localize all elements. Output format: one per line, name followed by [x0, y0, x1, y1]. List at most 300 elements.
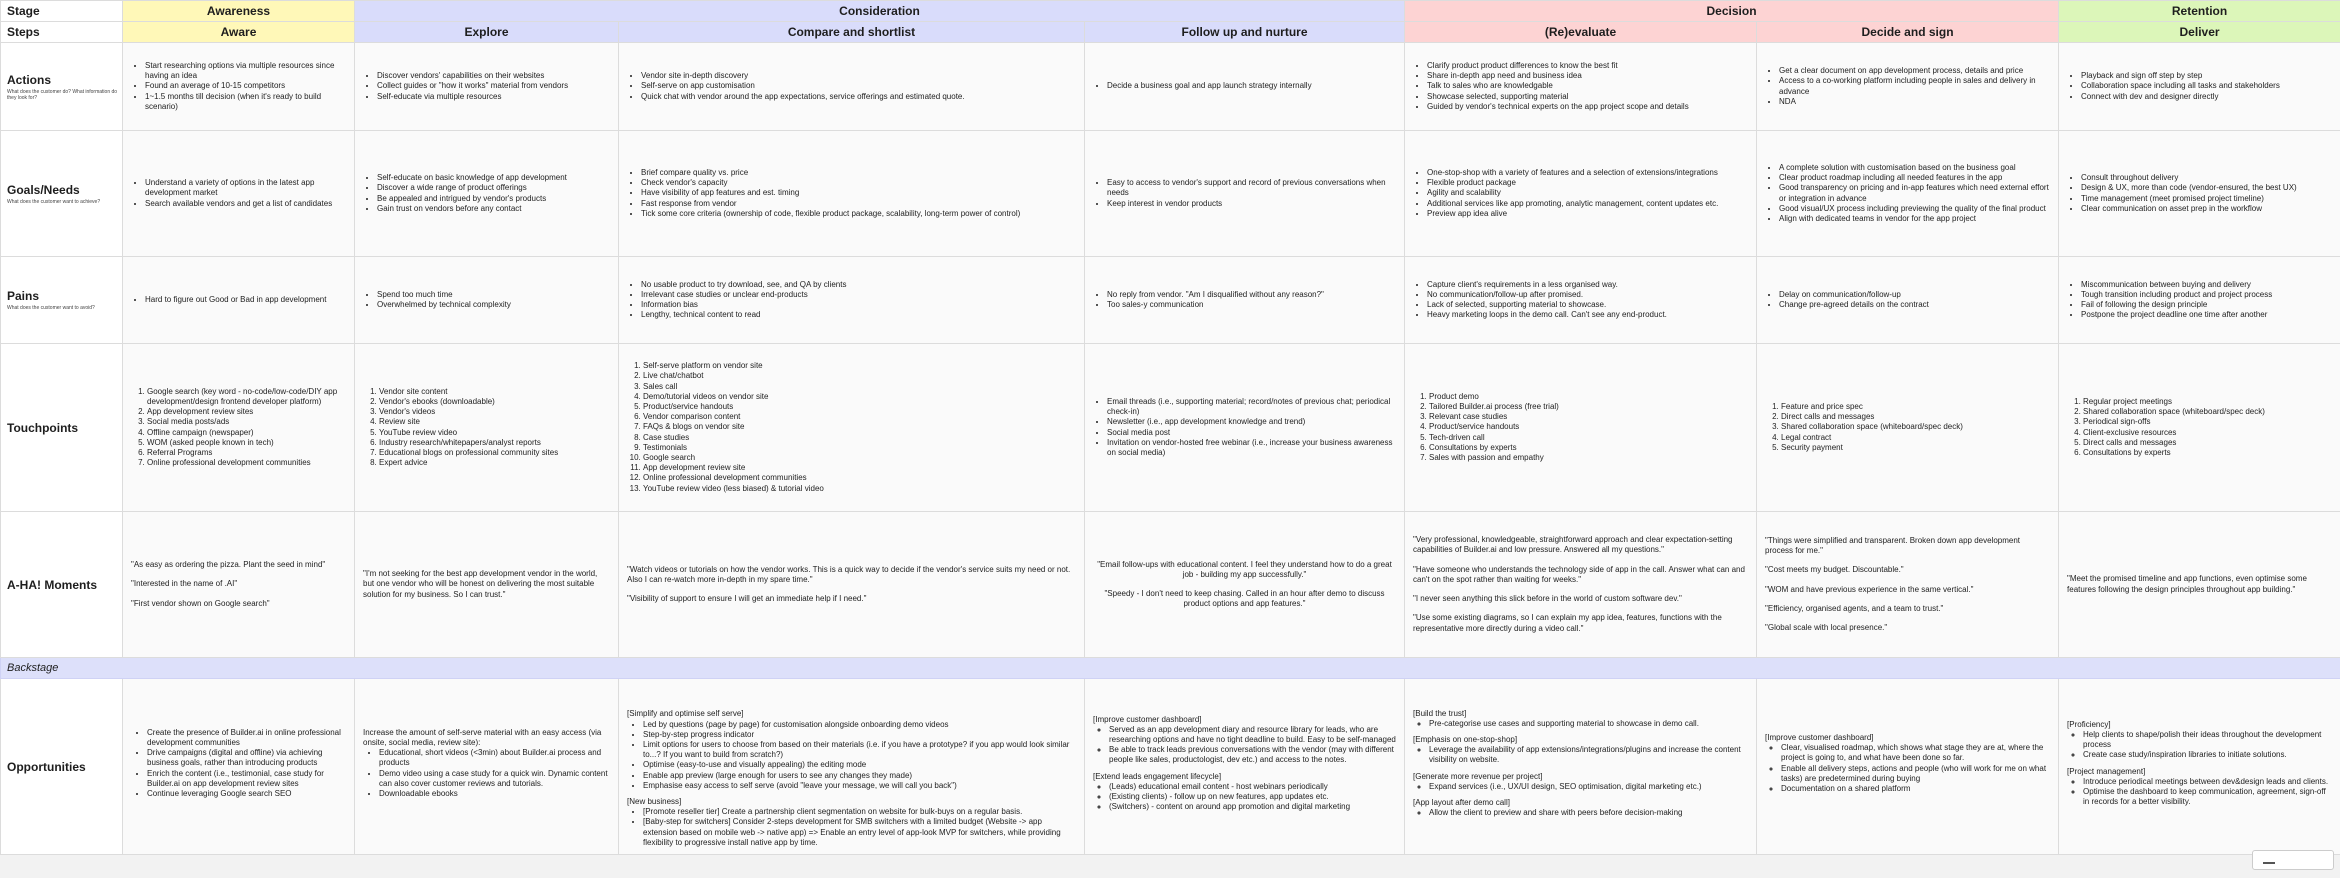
list-item: • Downloadable ebooks	[379, 789, 610, 799]
opp-heading: [Proficiency]	[2067, 719, 2111, 729]
list-item: • Invitation on vendor-hosted free webinar (i.e., increase your business awareness on social media)	[1107, 438, 1396, 458]
list-item: • Continue leveraging Google search SEO	[147, 789, 346, 799]
list-item: • Collaboration space including all tasks and stakeholders	[2081, 81, 2332, 91]
steps-label: Steps	[1, 22, 123, 43]
bullet-list	[627, 280, 1076, 321]
step-aware: Aware	[123, 22, 355, 43]
list-item: • Playback and sign off step by step	[2081, 71, 2332, 81]
list-item: 2. Live chat/chatbot	[643, 371, 1076, 381]
goals-cell	[1085, 131, 1405, 257]
bullet-list	[2067, 397, 2332, 458]
list-item: • Irrelevant case studies or unclear end-products	[641, 290, 1076, 300]
list-item: • Capture client's requirements in a less organised way.	[1427, 280, 1748, 290]
list-item: • Educational, short videos (<3min) about Builder.ai process and products	[379, 748, 610, 768]
list-item: • Tick some core criteria (ownership of code, flexible product package, scalability, long-term power of control)	[641, 209, 1076, 219]
opp-aware-list	[131, 728, 346, 799]
quote: "First vendor shown on Google search"	[131, 598, 270, 608]
list-item: 6. Industry research/whitepapers/analyst reports	[379, 438, 610, 448]
list-item: • Start researching options via multiple resources since having an idea	[145, 61, 346, 81]
bullet-list	[1413, 61, 1748, 112]
stage-label: Stage	[1, 1, 123, 22]
list-item: 3. Shared collaboration space (whiteboard/spec deck)	[1781, 422, 2050, 432]
quote: "Global scale with local presence."	[1765, 622, 1888, 632]
list-item: • Align with dedicated teams in vendor for the app project	[1779, 214, 2050, 224]
opp-deliver-list-1	[2067, 730, 2332, 761]
opp-decide-list-1	[1765, 743, 2050, 794]
list-item: • Search available vendors and get a list of candidates	[145, 199, 346, 209]
actions-subtitle: What does the customer do? What information do they look for?	[7, 88, 118, 101]
list-item: • One-stop-shop with a variety of features and a selection of extensions/integrations	[1427, 168, 1748, 178]
list-item: • Flexible product package	[1427, 178, 1748, 188]
list-item: 8. Expert advice	[379, 458, 610, 468]
opportunities-row-label	[1, 679, 123, 855]
list-item: • Understand a variety of options in the latest app development market	[145, 178, 346, 198]
list-item: • Clear communication on asset prep in the workflow	[2081, 204, 2332, 214]
goals-cell	[123, 131, 355, 257]
quote: "Very professional, knowledgeable, straightforward approach and clear expectation-setting capabilities of Builder.ai and low pressure. Answered all my questions."	[1413, 535, 1733, 555]
actions-cell	[355, 43, 619, 131]
list-item: • Get a clear document on app development process, details and price	[1779, 66, 2050, 76]
bullet-list	[363, 387, 610, 469]
list-item: 1. Regular project meetings	[2083, 397, 2332, 407]
list-item: • Share in-depth app need and business idea	[1427, 71, 1748, 81]
list-item: • Step-by-step progress indicator	[643, 730, 1076, 740]
stage-decision: Decision	[1405, 1, 2059, 22]
opp-reeval-list-1	[1413, 719, 1748, 729]
list-item: • Enable app preview (large enough for users to see any changes they made)	[643, 771, 1076, 781]
goals-title: Goals/Needs	[7, 182, 80, 197]
list-item: 5. Product/service handouts	[643, 402, 1076, 412]
list-item: • Fail of following the design principle	[2081, 300, 2332, 310]
quote: "Speedy - I don't need to keep chasing. Called in an hour after demo to discuss product options and app features."	[1104, 589, 1385, 609]
list-item: ◦ Introduce periodical meetings between dev&design leads and clients.	[2083, 777, 2332, 787]
aha-cell	[2059, 512, 2340, 658]
aha-cell	[355, 512, 619, 658]
bullet-list	[363, 173, 610, 214]
list-item: 2. Direct calls and messages	[1781, 412, 2050, 422]
list-item: • Guided by vendor's technical experts on the app project scope and details	[1427, 102, 1748, 112]
list-item: ◦ (Existing clients) - follow up on new features, app updates etc.	[1109, 792, 1396, 802]
opportunities-cell-explore	[355, 679, 619, 855]
pains-cell	[355, 257, 619, 344]
bullet-list	[2067, 280, 2332, 321]
list-item: • Talk to sales who are knowledgable	[1427, 81, 1748, 91]
list-item: 3. Relevant case studies	[1429, 412, 1748, 422]
step-deliver: Deliver	[2059, 22, 2340, 43]
goals-subtitle: What does the customer want to achieve?	[7, 198, 101, 205]
list-item: • Brief compare quality vs. price	[641, 168, 1076, 178]
actions-cell	[619, 43, 1085, 131]
opp-reeval-list-3	[1413, 782, 1748, 792]
opp-explore-list	[363, 748, 610, 799]
list-item: • Limit options for users to choose from based on their materials (i.e. if you have a prototype? if you app would look similar to...? If you want to build from scratch?)	[643, 740, 1076, 760]
quote: "Visibility of support to ensure I will get an immediate help if I need."	[627, 594, 867, 604]
list-item: • Self-serve on app customisation	[641, 81, 1076, 91]
opp-heading: [Project management]	[2067, 766, 2146, 776]
opp-heading: [Emphasis on one-stop-shop]	[1413, 734, 1518, 744]
touchpoints-cell	[2059, 344, 2340, 512]
list-item: • Gain trust on vendors before any contact	[377, 204, 610, 214]
actions-cell	[1757, 43, 2059, 131]
quote: "Meet the promised timeline and app functions, even optimise some features following the design principles throughout app building."	[2067, 574, 2307, 594]
aha-row	[1, 512, 2340, 658]
bullet-list	[363, 71, 610, 102]
touchpoints-title: Touchpoints	[7, 420, 79, 435]
opportunities-row	[1, 679, 2340, 855]
bullet-list	[1093, 178, 1396, 209]
bullet-list	[2067, 173, 2332, 214]
bullet-list	[627, 71, 1076, 102]
pains-cell	[2059, 257, 2340, 344]
list-item: ◦ (Switchers) - content on around app promotion and digital marketing	[1109, 802, 1396, 812]
opp-heading: [New business]	[627, 796, 682, 806]
goals-cell	[619, 131, 1085, 257]
goals-cell	[355, 131, 619, 257]
opp-heading: [Improve customer dashboard]	[1765, 732, 1874, 742]
pains-cell	[619, 257, 1085, 344]
touchpoints-cell	[355, 344, 619, 512]
opportunities-cell-follow	[1085, 679, 1405, 855]
list-item: 4. Client-exclusive resources	[2083, 428, 2332, 438]
list-item: • Emphasise easy access to self serve (avoid "leave your message, we will call you back")	[643, 781, 1076, 791]
goals-cell	[1757, 131, 2059, 257]
list-item: 2. Shared collaboration space (whiteboard/spec deck)	[2083, 407, 2332, 417]
list-item: • No usable product to try download, see, and QA by clients	[641, 280, 1076, 290]
list-item: 4. Demo/tutorial videos on vendor site	[643, 392, 1076, 402]
list-item: • Self-educate via multiple resources	[377, 92, 610, 102]
quote: "Email follow-ups with educational content. I feel they understand how to do a great job - building my app successfully."	[1097, 559, 1392, 579]
quote: "Use some existing diagrams, so I can explain my app idea, features, functions with the representative more directly during a video call."	[1413, 613, 1722, 633]
opp-follow-list-2	[1093, 782, 1396, 813]
actions-cell	[123, 43, 355, 131]
bullet-list	[363, 290, 610, 310]
list-item: • Collect guides or "how it works" material from vendors	[377, 81, 610, 91]
list-item: • Too sales-y communication	[1107, 300, 1396, 310]
opp-deliver-list-2	[2067, 777, 2332, 808]
list-item: ◦ Leverage the availability of app extensions/integrations/plugins and increase the content visibility on website.	[1429, 745, 1748, 765]
list-item: • Clarify product product differences to know the best fit	[1427, 61, 1748, 71]
opp-heading: [App layout after demo call]	[1413, 798, 1510, 807]
list-item: • Access to a co-working platform including people in sales and delivery in advance	[1779, 76, 2050, 96]
list-item: • Lengthy, technical content to read	[641, 310, 1076, 320]
quote: "I'm not seeking for the best app development vendor in the world, but one vendor who will be honest on delivering the most suitable solution for my business. So I can trust."	[363, 569, 598, 599]
list-item: ◦ Create case study/inspiration libraries to initiate solutions.	[2083, 750, 2332, 760]
bullet-list	[627, 168, 1076, 219]
list-item: • Fast response from vendor	[641, 199, 1076, 209]
list-item: • Good visual/UX process including previewing the quality of the final product	[1779, 204, 2050, 214]
list-item: • Spend too much time	[377, 290, 610, 300]
list-item: ◦ Served as an app development diary and resource library for leads, who are researching options and have no tight deadline to build. Easy to be self-managed	[1109, 725, 1396, 745]
bullet-list	[131, 178, 346, 209]
bullet-list	[2067, 71, 2332, 102]
list-item: • Additional services like app promoting, analytic management, content updates etc.	[1427, 199, 1748, 209]
quote: "Efficiency, organised agents, and a team to trust."	[1765, 603, 1944, 613]
opp-heading: [Extend leads engagement lifecycle]	[1093, 771, 1222, 781]
list-item: 3. Sales call	[643, 382, 1076, 392]
opp-compare-list-1	[627, 720, 1076, 791]
touchpoints-cell	[1085, 344, 1405, 512]
opportunities-cell-reevaluate	[1405, 679, 1757, 855]
aha-title: A-HA! Moments	[7, 577, 97, 592]
list-item: • NDA	[1779, 97, 2050, 107]
list-item: • Check vendor's capacity	[641, 178, 1076, 188]
list-item: 3. Social media posts/ads	[147, 417, 346, 427]
list-item: 1. Vendor site content	[379, 387, 610, 397]
list-item: • Demo video using a case study for a quick win. Dynamic content can also cover customer reviews and tutorials.	[379, 769, 610, 789]
quote: "Cost meets my budget. Discountable."	[1765, 565, 1904, 575]
list-item: • Easy to access to vendor's support and record of previous conversations when needs	[1107, 178, 1396, 198]
opportunities-cell-deliver	[2059, 679, 2340, 855]
list-item: • Drive campaigns (digital and offline) via achieving business goals, rather than introducing products	[147, 748, 346, 768]
list-item: • Miscommunication between buying and delivery	[2081, 280, 2332, 290]
actions-cell	[1405, 43, 1757, 131]
steps-row	[1, 22, 2340, 43]
bullet-list	[1093, 397, 1396, 458]
step-explore: Explore	[355, 22, 619, 43]
list-item: • Delay on communication/follow-up	[1779, 290, 2050, 300]
list-item: 6. Consultations by experts	[2083, 448, 2332, 458]
aha-cell	[123, 512, 355, 658]
list-item: 1. Google search (key word - no-code/low-code/DIY app development/design frontend developer platform)	[147, 387, 346, 407]
list-item: • A complete solution with customisation based on the business goal	[1779, 163, 2050, 173]
actions-row-label	[1, 43, 123, 131]
bullet-list	[627, 361, 1076, 494]
list-item: 1. Self-serve platform on vendor site	[643, 361, 1076, 371]
list-item: 9. Testimonials	[643, 443, 1076, 453]
bullet-list	[1413, 168, 1748, 219]
opp-heading: [Improve customer dashboard]	[1093, 714, 1202, 724]
list-item: • Create the presence of Builder.ai in online professional development communities	[147, 728, 346, 748]
list-item: • Decide a business goal and app launch strategy internally	[1107, 81, 1396, 91]
list-item: • Consult throughout delivery	[2081, 173, 2332, 183]
list-item: • Enrich the content (i.e., testimonial, case study for Builder.ai on app development review sites	[147, 769, 346, 789]
opp-heading: [Simplify and optimise self serve]	[627, 709, 744, 719]
list-item: • Keep interest in vendor products	[1107, 199, 1396, 209]
touchpoints-cell	[619, 344, 1085, 512]
step-decide-and-sign: Decide and sign	[1757, 22, 2059, 43]
pains-subtitle: What does the customer want to avoid?	[7, 305, 95, 311]
bullet-list	[131, 387, 346, 469]
actions-title: Actions	[7, 72, 52, 87]
list-item: • [Promote reseller tier] Create a partnership client segmentation on website for bulk-buys on a regular basis.	[643, 807, 1076, 817]
list-item: 6. Vendor comparison content	[643, 412, 1076, 422]
list-item: 13. YouTube review video (less biased) & tutorial video	[643, 484, 1076, 494]
opp-reeval-list-4	[1413, 808, 1748, 818]
list-item: • Found an average of 10-15 competitors	[145, 81, 346, 91]
quote: "Interested in the name of .AI"	[131, 579, 238, 589]
list-item: • Showcase selected, supporting material	[1427, 92, 1748, 102]
opp-heading: [Generate more revenue per project]	[1413, 771, 1543, 781]
stage-consideration: Consideration	[355, 1, 1405, 22]
opp-explore-intro: Increase the amount of self-serve material with an easy access (via onsite, social media, review site):	[363, 727, 602, 747]
pains-row-label	[1, 257, 123, 344]
touchpoints-cell	[123, 344, 355, 512]
list-item: • Self-educate on basic knowledge of app development	[377, 173, 610, 183]
quote: "I never seen anything this slick before in the world of custom software dev."	[1413, 594, 1682, 604]
list-item: ◦ Optimise the dashboard to keep communication, agreement, sign-off in records for a better visibility.	[2083, 787, 2332, 807]
touchpoints-cell	[1405, 344, 1757, 512]
list-item: • Information bias	[641, 300, 1076, 310]
opp-compare-list-2	[627, 807, 1076, 848]
bullet-list	[1765, 66, 2050, 107]
list-item: 4. Review site	[379, 417, 610, 427]
pains-cell	[1757, 257, 2059, 344]
quote: "WOM and have previous experience in the same vertical."	[1765, 584, 1974, 594]
list-item: ◦ (Leads) educational email content - host webinars periodically	[1109, 782, 1396, 792]
goals-cell	[1405, 131, 1757, 257]
list-item: • Hard to figure out Good or Bad in app development	[145, 295, 346, 305]
list-item: • Lack of selected, supporting material to showcase.	[1427, 300, 1748, 310]
quote: "Have someone who understands the technology side of app in the call. Answer what can and can't on the spot rather than waiting for weeks."	[1413, 564, 1745, 584]
step-follow-up-and-nurture: Follow up and nurture	[1085, 22, 1405, 43]
quote: "Watch videos or tutorials on how the vendor works. This is a quick way to decide if the vendor's service suits my need or not. Also I can re-watch more in-depth in my spare time."	[627, 564, 1071, 584]
aha-row-label	[1, 512, 123, 658]
list-item: • Tough transition including product and project process	[2081, 290, 2332, 300]
step-compare-and-shortlist: Compare and shortlist	[619, 22, 1085, 43]
list-item: • Led by questions (page by page) for customisation alongside onboarding demo videos	[643, 720, 1076, 730]
list-item: • No communication/follow-up after promised.	[1427, 290, 1748, 300]
list-item: 4. Legal contract	[1781, 433, 2050, 443]
list-item: • Have visibility of app features and est. timing	[641, 188, 1076, 198]
stage-row	[1, 1, 2340, 22]
bullet-list	[1413, 280, 1748, 321]
list-item: • Discover a wide range of product offerings	[377, 183, 610, 193]
list-item: ◦ Clear, visualised roadmap, which shows what stage they are at, where the project is going to, and what have been done so far.	[1781, 743, 2050, 763]
list-item: 12. Online professional development communities	[643, 473, 1076, 483]
list-item: • Email threads (i.e., supporting material; record/notes of previous chat; periodical check-in)	[1107, 397, 1396, 417]
step-re-evaluate: (Re)evaluate	[1405, 22, 1757, 43]
list-item: • Design & UX, more than code (vendor-ensured, the best UX)	[2081, 183, 2332, 193]
actions-row	[1, 43, 2340, 131]
list-item: 5. WOM (asked people known in tech)	[147, 438, 346, 448]
pains-cell	[123, 257, 355, 344]
pains-title: Pains	[7, 289, 40, 303]
pains-cell	[1405, 257, 1757, 344]
list-item: ◦ Allow the client to preview and share with peers before decision-making	[1429, 808, 1748, 818]
opportunities-cell-compare	[619, 679, 1085, 855]
list-item: ◦ Enable all delivery steps, actions and people (who will work for me on what tasks) are predetermined during buying	[1781, 764, 2050, 784]
stage-awareness: Awareness	[123, 1, 355, 22]
bullet-list	[1093, 81, 1396, 91]
list-item: 7. Educational blogs on professional community sites	[379, 448, 610, 458]
bullet-list	[1765, 163, 2050, 224]
list-item: 7. Sales with passion and empathy	[1429, 453, 1748, 463]
goals-cell	[2059, 131, 2340, 257]
list-item: 2. App development review sites	[147, 407, 346, 417]
opp-reeval-list-2	[1413, 745, 1748, 765]
list-item: • Clear product roadmap including all needed features in the app	[1779, 173, 2050, 183]
list-item: 3. Periodical sign-offs	[2083, 417, 2332, 427]
stage-retention: Retention	[2059, 1, 2340, 22]
list-item: • 1~1.5 months till decision (when it's ready to build scenario)	[145, 92, 346, 112]
list-item: 6. Consultations by experts	[1429, 443, 1748, 453]
aha-cell	[1405, 512, 1757, 658]
list-item: • Postpone the project deadline one time after another	[2081, 310, 2332, 320]
list-item: • Quick chat with vendor around the app expectations, service offerings and estimated quote.	[641, 92, 1076, 102]
list-item: 3. Vendor's videos	[379, 407, 610, 417]
zoom-controls[interactable]	[2252, 850, 2334, 870]
list-item: 4. Offline campaign (newspaper)	[147, 428, 346, 438]
opp-heading: [Build the trust]	[1413, 708, 1467, 718]
list-item: • No reply from vendor. "Am I disqualified without any reason?"	[1107, 290, 1396, 300]
list-item: 7. FAQs & blogs on vendor site	[643, 422, 1076, 432]
actions-cell	[1085, 43, 1405, 131]
opportunities-cell-decide	[1757, 679, 2059, 855]
list-item: ◦ Documentation on a shared platform	[1781, 784, 2050, 794]
touchpoints-cell	[1757, 344, 2059, 512]
pains-cell	[1085, 257, 1405, 344]
actions-cell	[2059, 43, 2340, 131]
bullet-list	[1765, 290, 2050, 310]
list-item: 5. Security payment	[1781, 443, 2050, 453]
list-item: ◦ Be able to track leads previous conversations with the vendor (may with different people like sales, productologist, dev etc.) and access to the notes.	[1109, 745, 1396, 765]
list-item: • Discover vendors' capabilities on their websites	[377, 71, 610, 81]
list-item: 5. Direct calls and messages	[2083, 438, 2332, 448]
aha-cell	[1085, 512, 1405, 658]
quote: "Things were simplified and transparent. Broken down app development process for me."	[1765, 535, 2020, 556]
list-item: • Be appealed and intrigued by vendor's products	[377, 194, 610, 204]
list-item: • Connect with dev and designer directly	[2081, 92, 2332, 102]
list-item: • Time management (meet promised project timeline)	[2081, 194, 2332, 204]
list-item: ◦ Pre-categorise use cases and supporting material to showcase in demo call.	[1429, 719, 1748, 729]
list-item: 4. Product/service handouts	[1429, 422, 1748, 432]
list-item: • Optimise (easy-to-use and visually appealing) the editing mode	[643, 760, 1076, 770]
list-item: 11. App development review site	[643, 463, 1076, 473]
opp-follow-list-1	[1093, 725, 1396, 766]
list-item: 2. Tailored Builder.ai process (free trial)	[1429, 402, 1748, 412]
list-item: 1. Feature and price spec	[1781, 402, 2050, 412]
list-item: • Vendor site in-depth discovery	[641, 71, 1076, 81]
list-item: 1. Product demo	[1429, 392, 1748, 402]
goals-row	[1, 131, 2340, 257]
bullet-list	[131, 295, 346, 305]
touchpoints-row	[1, 344, 2340, 512]
backstage-row	[1, 658, 2340, 679]
list-item: • Newsletter (i.e., app development knowledge and trend)	[1107, 417, 1396, 427]
list-item: 7. Online professional development communities	[147, 458, 346, 468]
list-item: • Social media post	[1107, 428, 1396, 438]
list-item: ◦ Expand services (i.e., UX/UI design, SEO optimisation, digital marketing etc.)	[1429, 782, 1748, 792]
bullet-list	[131, 61, 346, 112]
bullet-list	[1413, 392, 1748, 463]
list-item: • Overwhelmed by technical complexity	[377, 300, 610, 310]
list-item: • Good transparency on pricing and in-app features which need external effort or integration in advance	[1779, 183, 2050, 203]
list-item: 5. YouTube review video	[379, 428, 610, 438]
bullet-list	[1765, 402, 2050, 453]
opportunities-cell-aware	[123, 679, 355, 855]
list-item: • [Baby-step for switchers] Consider 2-steps development for SMB switchers with a limited budget (Website -> app extension based on mobile web -> native app) => Enable an entry level of app-look MVP for switchers, while providing flexibility to progressive install native app by time.	[643, 817, 1076, 848]
list-item: • Change pre-agreed details on the contract	[1779, 300, 2050, 310]
opportunities-title: Opportunities	[7, 759, 86, 774]
list-item: • Heavy marketing loops in the demo call. Can't see any end-product.	[1427, 310, 1748, 320]
list-item: • Agility and scalability	[1427, 188, 1748, 198]
list-item: 5. Tech-driven call	[1429, 433, 1748, 443]
touchpoints-row-label	[1, 344, 123, 512]
list-item: 2. Vendor's ebooks (downloadable)	[379, 397, 610, 407]
aha-cell	[619, 512, 1085, 658]
goals-row-label	[1, 131, 123, 257]
list-item: 6. Referral Programs	[147, 448, 346, 458]
pains-row	[1, 257, 2340, 344]
list-item: ◦ Help clients to shape/polish their ideas throughout the development process	[2083, 730, 2332, 750]
list-item: 10. Google search	[643, 453, 1076, 463]
list-item: • Preview app idea alive	[1427, 209, 1748, 219]
list-item: 8. Case studies	[643, 433, 1076, 443]
backstage-label: Backstage	[1, 658, 2340, 679]
bullet-list	[1093, 290, 1396, 310]
zoom-out-icon[interactable]	[2263, 862, 2275, 864]
quote: "As easy as ordering the pizza. Plant the seed in mind"	[131, 560, 326, 570]
